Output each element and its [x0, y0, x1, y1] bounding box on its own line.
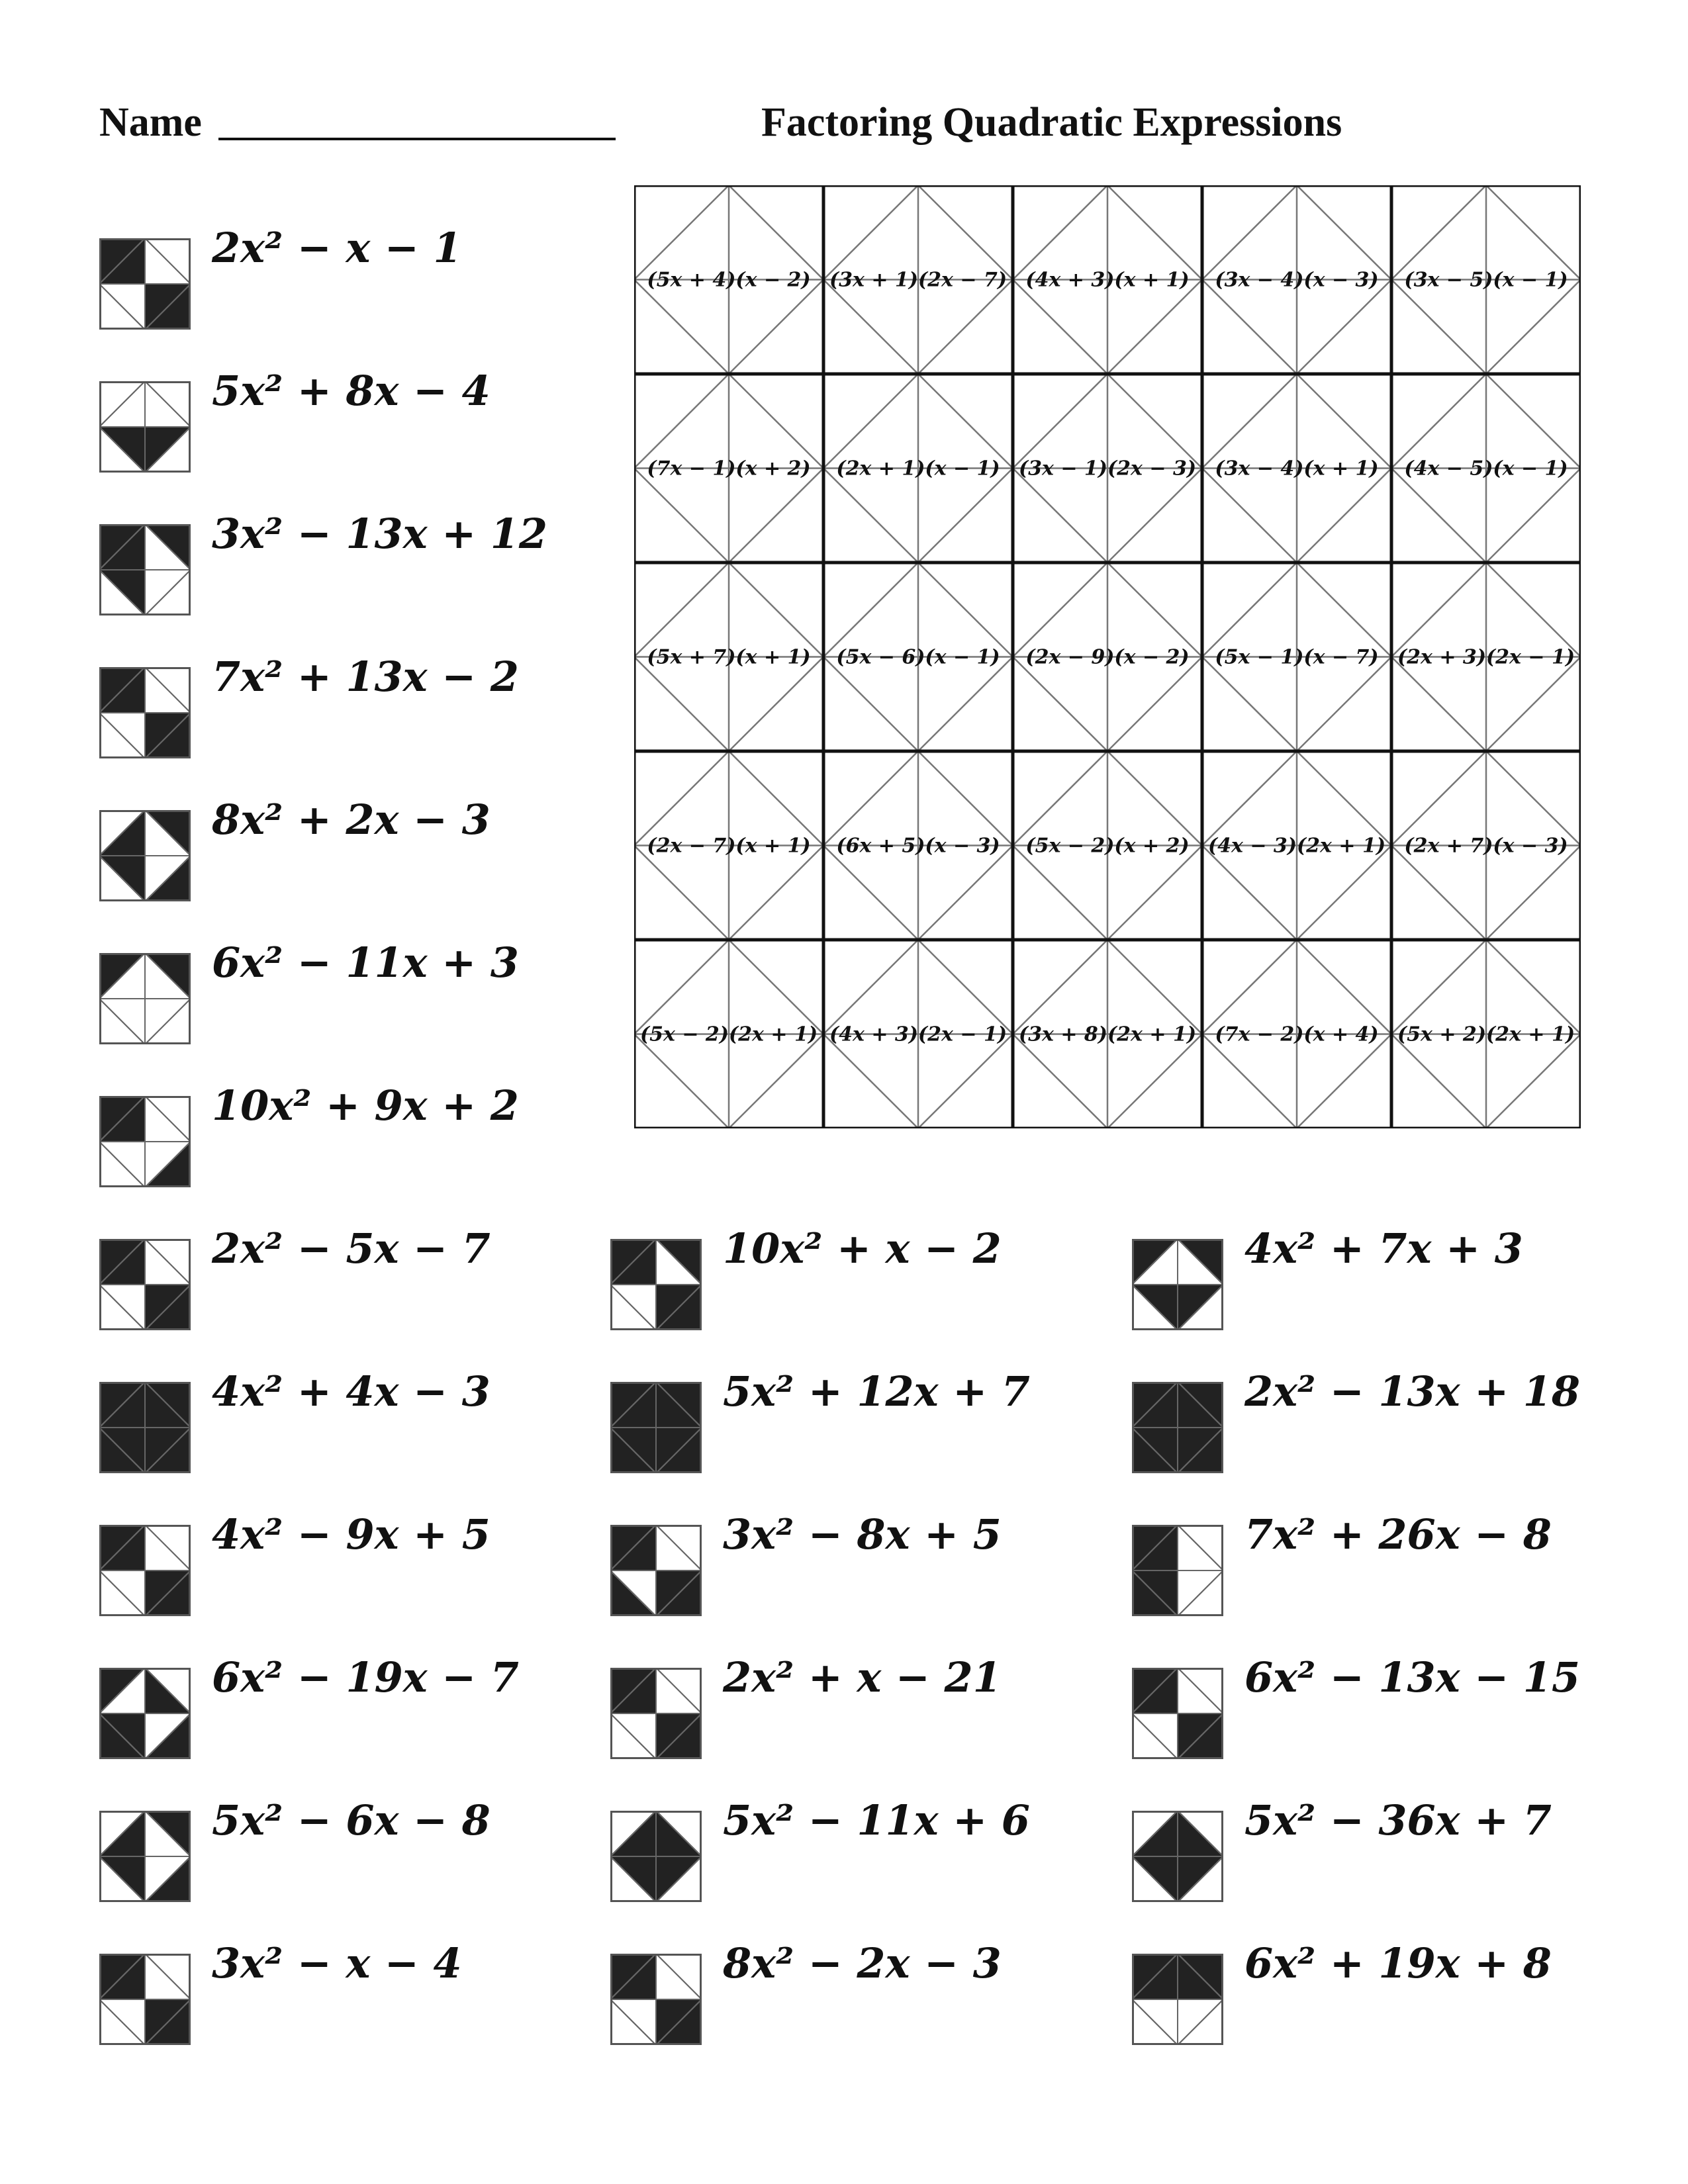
grid-cell[interactable] [634, 940, 823, 1128]
pattern-icon [99, 953, 191, 1044]
pattern-icon [99, 381, 191, 473]
grid-cell[interactable] [1202, 185, 1391, 374]
pattern-icon [610, 1239, 702, 1330]
quadratic-expression: 3x² − 8x + 5 [723, 1510, 1002, 1559]
pattern-icon [99, 1811, 191, 1902]
grid-cell-label: (5x − 2)(2x + 1) [639, 1023, 818, 1046]
grid-cell[interactable] [823, 563, 1013, 751]
quadratic-expression: 7x² + 26x − 8 [1244, 1510, 1552, 1559]
pattern-icon [1132, 1382, 1223, 1473]
pattern-icon [610, 1954, 702, 2045]
quadratic-expression: 2x² + x − 21 [723, 1653, 1002, 1702]
grid-cell[interactable] [1202, 563, 1391, 751]
pattern-icon [99, 1954, 191, 2045]
grid-cell-label: (4x − 5)(x − 1) [1404, 457, 1568, 480]
grid-cell-label: (2x + 3)(2x − 1) [1397, 645, 1575, 669]
grid-cell-label: (4x + 3)(2x − 1) [829, 1023, 1008, 1046]
quadratic-expression: 6x² − 11x + 3 [212, 938, 519, 987]
grid-cell-label: (4x + 3)(x + 1) [1025, 268, 1190, 292]
pattern-icon [610, 1668, 702, 1759]
quadratic-expression: 4x² + 7x + 3 [1244, 1224, 1523, 1273]
grid-cell-label: (3x + 1)(2x − 7) [829, 268, 1008, 292]
grid-cell[interactable] [1013, 563, 1202, 751]
grid-cell-label: (2x + 7)(x − 3) [1404, 834, 1568, 858]
name-line[interactable] [218, 138, 616, 140]
grid-cell-label: (5x + 4)(x − 2) [647, 268, 811, 292]
pattern-icon [99, 524, 191, 615]
pattern-icon [1132, 1239, 1223, 1330]
pattern-icon [99, 1096, 191, 1187]
pattern-icon [1132, 1954, 1223, 2045]
grid-cell-label: (5x − 2)(x + 2) [1025, 834, 1190, 858]
grid-cell[interactable] [634, 751, 823, 940]
grid-cell-label: (6x + 5)(x − 3) [836, 834, 1000, 858]
grid-cell-label: (3x − 4)(x + 1) [1215, 457, 1379, 480]
grid-cell-label: (3x − 1)(2x − 3) [1018, 457, 1197, 480]
pattern-icon [1132, 1668, 1223, 1759]
grid-cell[interactable] [1013, 751, 1202, 940]
pattern-icon [99, 1382, 191, 1473]
pattern-icon [610, 1811, 702, 1902]
quadratic-expression: 2x² − x − 1 [212, 224, 462, 272]
grid-cell[interactable] [1013, 185, 1202, 374]
pattern-icon [99, 667, 191, 758]
answer-grid [634, 185, 1581, 1128]
quadratic-expression: 8x² + 2x − 3 [212, 796, 491, 844]
grid-cell[interactable] [1391, 563, 1581, 751]
grid-cell-label: (7x − 1)(x + 2) [647, 457, 811, 480]
quadratic-expression: 4x² − 9x + 5 [212, 1510, 491, 1559]
pattern-icon [1132, 1525, 1223, 1616]
pattern-icon [610, 1525, 702, 1616]
quadratic-expression: 10x² + x − 2 [723, 1224, 1002, 1273]
grid-cell-label: (5x + 2)(2x + 1) [1397, 1023, 1575, 1046]
quadratic-expression: 10x² + 9x + 2 [212, 1081, 519, 1130]
grid-cell-label: (5x − 1)(x − 7) [1215, 645, 1379, 669]
quadratic-expression: 6x² − 19x − 7 [212, 1653, 519, 1702]
grid-cell[interactable] [1202, 940, 1391, 1128]
grid-cell[interactable] [1391, 751, 1581, 940]
grid-cell-label: (2x − 9)(x − 2) [1025, 645, 1190, 669]
grid-cell[interactable] [1391, 940, 1581, 1128]
grid-cell-label: (3x + 8)(2x + 1) [1018, 1023, 1197, 1046]
quadratic-expression: 3x² − 13x + 12 [212, 510, 548, 558]
grid-cell[interactable] [823, 940, 1013, 1128]
grid-cell[interactable] [1202, 751, 1391, 940]
quadratic-expression: 5x² + 8x − 4 [212, 367, 491, 415]
grid-cell-label: (5x + 7)(x + 1) [647, 645, 811, 669]
grid-cell[interactable] [634, 374, 823, 563]
pattern-icon [1132, 1811, 1223, 1902]
grid-cell[interactable] [823, 751, 1013, 940]
grid-cell-label: (3x − 5)(x − 1) [1404, 268, 1568, 292]
quadratic-expression: 5x² − 6x − 8 [212, 1796, 491, 1844]
quadratic-expression: 5x² + 12x + 7 [723, 1367, 1030, 1416]
grid-cell[interactable] [634, 563, 823, 751]
grid-cell[interactable] [823, 374, 1013, 563]
quadratic-expression: 6x² − 13x − 15 [1244, 1653, 1581, 1702]
grid-cell-label: (2x + 1)(x − 1) [836, 457, 1000, 480]
pattern-icon [99, 1525, 191, 1616]
grid-cell-label: (4x − 3)(2x + 1) [1207, 834, 1386, 858]
quadratic-expression: 6x² + 19x + 8 [1244, 1939, 1552, 1987]
grid-cell[interactable] [1013, 374, 1202, 563]
quadratic-expression: 8x² − 2x − 3 [723, 1939, 1002, 1987]
grid-cell[interactable] [1013, 940, 1202, 1128]
grid-cell-label: (2x − 7)(x + 1) [647, 834, 811, 858]
pattern-icon [99, 1668, 191, 1759]
pattern-icon [99, 810, 191, 901]
quadratic-expression: 2x² − 5x − 7 [212, 1224, 491, 1273]
quadratic-expression: 7x² + 13x − 2 [212, 653, 519, 701]
grid-cell[interactable] [634, 185, 823, 374]
grid-cell[interactable] [1391, 185, 1581, 374]
quadratic-expression: 2x² − 13x + 18 [1244, 1367, 1581, 1416]
page-title: Factoring Quadratic Expressions [761, 100, 1342, 145]
name-label: Name [99, 100, 202, 145]
grid-cell[interactable] [823, 185, 1013, 374]
grid-cell-label: (3x − 4)(x − 3) [1215, 268, 1379, 292]
grid-cell[interactable] [1391, 374, 1581, 563]
grid-cell[interactable] [1202, 374, 1391, 563]
grid-cell-label: (7x − 2)(x + 4) [1215, 1023, 1379, 1046]
quadratic-expression: 5x² − 36x + 7 [1244, 1796, 1552, 1844]
pattern-icon [99, 1239, 191, 1330]
pattern-icon [99, 238, 191, 330]
grid-cell-label: (5x − 6)(x − 1) [836, 645, 1000, 669]
quadratic-expression: 3x² − x − 4 [212, 1939, 462, 1987]
quadratic-expression: 5x² − 11x + 6 [723, 1796, 1030, 1844]
pattern-icon [610, 1382, 702, 1473]
quadratic-expression: 4x² + 4x − 3 [212, 1367, 491, 1416]
